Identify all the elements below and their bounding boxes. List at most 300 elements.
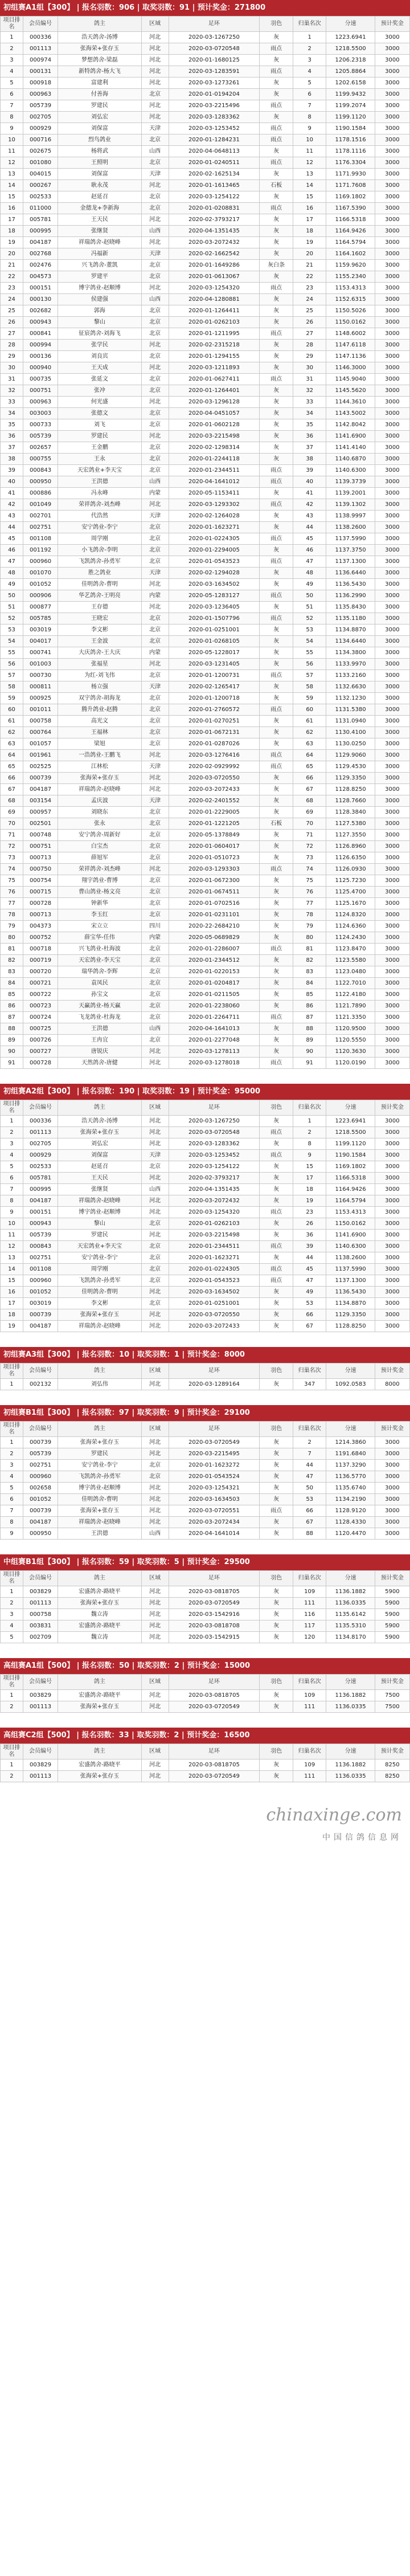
table-cell: 2020-03-2072434	[169, 1517, 260, 1528]
table-cell: 1190.1584	[326, 123, 375, 134]
table-cell: 3000	[375, 1230, 409, 1241]
table-cell: 雨点	[260, 283, 293, 294]
table-cell: 2020-01-0211505	[169, 989, 260, 1001]
table-cell: 灰	[260, 738, 293, 750]
table-cell: 004187	[23, 1517, 58, 1528]
table-cell: 灰	[260, 1379, 293, 1390]
table-cell: 刘晓东	[58, 807, 141, 818]
table-row	[1, 1379, 410, 1390]
table-row	[1, 419, 410, 431]
table-cell: 004015	[23, 169, 58, 180]
table-cell: 1	[1, 32, 23, 43]
table-cell: 000267	[23, 180, 58, 191]
table-cell: 12	[293, 157, 326, 169]
table-row	[1, 248, 410, 260]
table-cell: 005739	[23, 100, 58, 112]
table-cell: 39	[293, 1241, 326, 1252]
table-cell: 雨点	[260, 1012, 293, 1023]
table-cell: 2020-01-0194204	[169, 89, 260, 100]
table-cell: 3000	[375, 454, 409, 465]
table-cell: 69	[293, 807, 326, 818]
table-cell: 灰	[260, 340, 293, 351]
table-cell: 000811	[23, 681, 58, 693]
column-header: 分速	[326, 1422, 375, 1437]
table-cell: 灰	[260, 1483, 293, 1494]
table-cell: 1134.2190	[326, 1494, 375, 1505]
table-row	[1, 351, 410, 362]
table-cell: 1138.2600	[326, 522, 375, 533]
table-cell: 000131	[23, 66, 58, 77]
table-cell: 刘良宾	[58, 351, 141, 362]
column-header: 会员编号	[23, 1675, 58, 1690]
table-cell: 3000	[375, 476, 409, 488]
table-cell: 王洪德	[58, 1528, 141, 1540]
table-row	[1, 271, 410, 283]
table-cell: 2020-03-0818705	[169, 1690, 260, 1701]
table-cell: 山西	[141, 226, 169, 237]
table-cell: 6	[293, 89, 326, 100]
table-cell: 2020-04-0648113	[169, 146, 260, 157]
table-cell: 灰	[260, 932, 293, 944]
table-cell: 灰	[260, 488, 293, 499]
table-cell: 85	[1, 989, 23, 1001]
table-cell: 3000	[375, 955, 409, 966]
table-cell: 004187	[23, 237, 58, 248]
table-cell: 河北	[141, 237, 169, 248]
table-cell: 河北	[141, 1505, 169, 1517]
column-header: 足环	[169, 1363, 260, 1379]
table-row	[1, 1230, 410, 1241]
table-cell: 北京	[141, 1035, 169, 1046]
table-cell: 3000	[375, 875, 409, 887]
table-row	[1, 613, 410, 624]
table-cell: 张永	[58, 818, 141, 830]
table-cell: 1129.3350	[326, 1309, 375, 1321]
table-cell: 河北	[141, 283, 169, 294]
table-cell: 002701	[23, 511, 58, 522]
table-cell: 000841	[23, 328, 58, 340]
table-cell: 2020-02-1294028	[169, 568, 260, 579]
table-cell: 雨点	[260, 43, 293, 55]
table-cell: 3000	[375, 681, 409, 693]
table-cell: 灰	[260, 647, 293, 659]
column-header: 会员编号	[23, 1422, 58, 1437]
column-header: 分速	[326, 1571, 375, 1586]
table-cell: 佳明鸽舍-曹明	[58, 579, 141, 590]
table-row	[1, 1241, 410, 1252]
table-cell: 1145.9040	[326, 374, 375, 385]
table-cell: 000960	[23, 556, 58, 568]
table-cell: 2020-01-1264401	[169, 385, 260, 397]
table-cell: 87	[1, 1012, 23, 1023]
table-cell: 003831	[23, 1620, 58, 1632]
table-cell: 3000	[375, 818, 409, 830]
table-cell: 5	[1, 77, 23, 89]
table-cell: 45	[293, 1264, 326, 1275]
table-cell: 2020-03-0720550	[169, 1309, 260, 1321]
table-cell: 2020-01-0240511	[169, 157, 260, 169]
table-cell: 40	[293, 476, 326, 488]
table-cell: 2020-01-0543524	[169, 1471, 260, 1483]
table-cell: 3000	[375, 898, 409, 909]
table-cell: 37	[1, 442, 23, 454]
table-cell: 000130	[23, 294, 58, 305]
table-cell: 灰	[260, 511, 293, 522]
table-cell: 北京	[141, 1252, 169, 1264]
table-row	[1, 317, 410, 328]
table-row	[1, 100, 410, 112]
table-cell: 34	[293, 408, 326, 419]
table-cell: 河北	[141, 1586, 169, 1598]
table-cell: 3000	[375, 522, 409, 533]
table-row	[1, 488, 410, 499]
table-row	[1, 887, 410, 898]
table-cell: 3000	[375, 887, 409, 898]
table-cell: 王照明	[58, 157, 141, 169]
table-cell: 灰	[260, 1116, 293, 1127]
table-cell: 河北	[141, 1437, 169, 1448]
table-cell: 111	[293, 1598, 326, 1609]
table-cell: 王永	[58, 454, 141, 465]
table-cell: 21	[1, 260, 23, 271]
table-cell: 000727	[23, 1046, 58, 1058]
column-header: 羽色	[260, 1363, 293, 1379]
table-cell: 15	[1, 191, 23, 203]
table-cell: 001052	[23, 1287, 58, 1298]
table-cell: 双宇鸽舍-胡海龙	[58, 693, 141, 704]
table-cell: 1178.1516	[326, 134, 375, 146]
table-cell: 灰	[260, 579, 293, 590]
table-row	[1, 727, 410, 738]
table-cell: 86	[1, 1001, 23, 1012]
table-cell: 宏盛鸽舍-路晓平	[58, 1586, 141, 1598]
table-row	[1, 283, 410, 294]
table-cell: 5900	[375, 1632, 409, 1643]
table-cell: 001052	[23, 579, 58, 590]
column-header: 预计奖金	[375, 1675, 409, 1690]
table-row	[1, 1620, 410, 1632]
table-cell: 3000	[375, 397, 409, 408]
table-cell: 001011	[23, 704, 58, 716]
table-cell: 347	[293, 1379, 326, 1390]
column-header: 分速	[326, 17, 375, 32]
table-cell: 66	[293, 773, 326, 784]
table-row	[1, 214, 410, 226]
table-cell: 张海荣+张存玉	[58, 1309, 141, 1321]
table-cell: 005785	[23, 613, 58, 624]
table-cell: 67	[293, 784, 326, 795]
table-cell: 3000	[375, 32, 409, 43]
table-cell: 67	[293, 1321, 326, 1332]
section-title: 中组赛B1组【300】 | 报名羽数：59 | 取奖羽数：5 | 预计奖金：29500	[0, 1554, 410, 1570]
table-cell: 王天民	[58, 214, 141, 226]
table-cell: 高光文	[58, 716, 141, 727]
table-cell: 李文彬	[58, 1298, 141, 1309]
table-cell: 付善海	[58, 89, 141, 100]
table-cell: 000957	[23, 807, 58, 818]
table-cell: 1164.1602	[326, 248, 375, 260]
table-cell: 雨点	[260, 613, 293, 624]
table-cell: 1131.5380	[326, 704, 375, 716]
table-cell: 2	[1, 1448, 23, 1460]
column-header: 鸽主	[58, 1744, 141, 1759]
table-cell: 000943	[23, 1218, 58, 1230]
table-cell: 王福林	[58, 727, 141, 738]
table-cell: 9	[1, 1528, 23, 1540]
table-cell: 3000	[375, 191, 409, 203]
table-cell: 3000	[375, 431, 409, 442]
table-cell: 1150.5026	[326, 305, 375, 317]
table-cell: 000758	[23, 1609, 58, 1620]
table-cell: 1121.7890	[326, 1001, 375, 1012]
table-cell: 001961	[23, 750, 58, 761]
section-gap	[0, 1643, 410, 1658]
table-cell: 灰	[260, 1321, 293, 1332]
table-cell: 飞凯鸽舍-孙勇军	[58, 1275, 141, 1287]
table-cell: 001108	[23, 533, 58, 545]
table-cell: 000918	[23, 77, 58, 89]
table-cell: 天津	[141, 568, 169, 579]
table-cell: 李文彬	[58, 624, 141, 636]
table-cell: 1166.5318	[326, 214, 375, 226]
table-cell: 22	[1, 271, 23, 283]
table-cell: 1199.1120	[326, 112, 375, 123]
table-cell: 49	[293, 1287, 326, 1298]
table-cell: 北京	[141, 191, 169, 203]
table-cell: 1120.5550	[326, 1035, 375, 1046]
table-cell: 3000	[375, 294, 409, 305]
table-cell: 44	[1, 522, 23, 533]
table-cell: 76	[293, 887, 326, 898]
table-cell: 47	[293, 1471, 326, 1483]
table-cell: 3000	[375, 579, 409, 590]
column-header: 项目排名	[1, 1744, 23, 1759]
table-row	[1, 169, 410, 180]
table-cell: 博宇鸽业-赵顺博	[58, 1207, 141, 1218]
table-cell: 86	[293, 1001, 326, 1012]
table-cell: 42	[293, 499, 326, 511]
table-cell: 河北	[141, 1759, 169, 1771]
table-cell: 17	[1, 214, 23, 226]
table-cell: 11	[1, 1230, 23, 1241]
table-cell: 1136.5430	[326, 579, 375, 590]
table-cell: 53	[293, 1494, 326, 1505]
table-cell: 68	[1, 795, 23, 807]
table-cell: 111	[293, 1771, 326, 1782]
table-cell: 北京	[141, 305, 169, 317]
table-cell: 1136.1882	[326, 1690, 375, 1701]
table-cell: 004573	[23, 271, 58, 283]
table-cell: 张继贤	[58, 1184, 141, 1195]
table-cell: 北京	[141, 545, 169, 556]
column-header: 足环	[169, 1422, 260, 1437]
table-cell: 张海荣+张存玉	[58, 1127, 141, 1138]
table-cell: 000724	[23, 1012, 58, 1023]
table-cell: 3000	[375, 1517, 409, 1528]
table-cell: 1123.5580	[326, 955, 375, 966]
table-cell: 15	[1, 1275, 23, 1287]
table-cell: 005739	[23, 1230, 58, 1241]
table-cell: 005739	[23, 1448, 58, 1460]
table-cell: 雨点	[260, 590, 293, 602]
table-cell: 2020-01-0702516	[169, 898, 260, 909]
table-cell: 3000	[375, 237, 409, 248]
column-header: 区域	[141, 17, 169, 32]
table-cell: 北京	[141, 944, 169, 955]
table-cell: 1164.5794	[326, 237, 375, 248]
table-cell: 雨点	[260, 123, 293, 134]
table-row	[1, 362, 410, 374]
table-cell: 2020-01-1507796	[169, 613, 260, 624]
table-cell: 灰	[260, 1218, 293, 1230]
table-cell: 雨点	[260, 328, 293, 340]
table-cell: 61	[293, 716, 326, 727]
table-cell: 1129.9060	[326, 750, 375, 761]
table-cell: 54	[1, 636, 23, 647]
column-header: 足环	[169, 1100, 260, 1116]
table-cell: 北京	[141, 385, 169, 397]
table-cell: 1140.6300	[326, 465, 375, 476]
table-cell: 灰	[260, 1690, 293, 1701]
table-cell: 3000	[375, 1218, 409, 1230]
table-cell: 002705	[23, 1138, 58, 1150]
table-cell: 灰	[260, 898, 293, 909]
table-cell: 000929	[23, 123, 58, 134]
table-cell: 1141.4140	[326, 442, 375, 454]
results-table	[0, 16, 410, 1069]
table-cell: 57	[293, 670, 326, 681]
table-cell: 3000	[375, 909, 409, 921]
column-header: 会员编号	[23, 1363, 58, 1379]
table-cell: 000713	[23, 852, 58, 864]
table-cell: 烈鸟鸽业	[58, 134, 141, 146]
table-cell: 75	[293, 875, 326, 887]
table-cell: 8250	[375, 1771, 409, 1782]
table-cell: 38	[293, 454, 326, 465]
column-header: 鸽主	[58, 1363, 141, 1379]
table-cell: 002751	[23, 522, 58, 533]
table-cell: 2020-03-1267250	[169, 32, 260, 43]
table-cell: 山西	[141, 294, 169, 305]
table-cell: 001113	[23, 1771, 58, 1782]
table-cell: 1125.1670	[326, 898, 375, 909]
table-cell: 48	[1, 568, 23, 579]
table-cell: 7	[293, 100, 326, 112]
table-cell: 北京	[141, 670, 169, 681]
table-cell: 49	[293, 579, 326, 590]
table-row	[1, 146, 410, 157]
table-cell: 1153.4313	[326, 283, 375, 294]
table-cell: 北京	[141, 875, 169, 887]
table-cell: 000963	[23, 89, 58, 100]
column-header: 羽色	[260, 1675, 293, 1690]
table-cell: 袁凤民	[58, 978, 141, 989]
table-cell: 5900	[375, 1609, 409, 1620]
table-cell: 雨点	[260, 1264, 293, 1275]
table-cell: 000726	[23, 1035, 58, 1046]
table-cell: 000974	[23, 55, 58, 66]
table-row	[1, 932, 410, 944]
table-row	[1, 1264, 410, 1275]
table-cell: 19	[1, 1321, 23, 1332]
table-cell: 5	[1, 1632, 23, 1643]
table-cell: 北京	[141, 727, 169, 738]
table-cell: 10	[1, 1218, 23, 1230]
table-cell: 石板	[260, 818, 293, 830]
table-cell: 58	[1, 681, 23, 693]
table-cell: 黎山	[58, 317, 141, 328]
table-cell: 44	[293, 1460, 326, 1471]
table-cell: 2020-03-1634503	[169, 1494, 260, 1505]
table-cell: 1136.5430	[326, 1287, 375, 1298]
table-cell: 12	[1, 157, 23, 169]
table-cell: 2020-01-1200718	[169, 693, 260, 704]
table-cell: 河北	[141, 1207, 169, 1218]
table-cell: 何光盛	[58, 397, 141, 408]
table-cell: 灰	[260, 214, 293, 226]
table-row	[1, 431, 410, 442]
table-cell: 荣祥鸽舍-刘杰峰	[58, 864, 141, 875]
table-cell: 2020-01-1284231	[169, 134, 260, 146]
section-title: 初组赛A3组【300】 | 报名羽数：10 | 取奖羽数：1 | 预计奖金：8000	[0, 1347, 410, 1363]
table-row	[1, 681, 410, 693]
table-cell: 安宁鸽业-李宁	[58, 522, 141, 533]
table-cell: 000995	[23, 226, 58, 237]
table-row	[1, 374, 410, 385]
table-cell: 河北	[141, 1321, 169, 1332]
table-cell: 雨点	[260, 465, 293, 476]
table-cell: 1120.4470	[326, 1528, 375, 1540]
table-cell: 30	[1, 362, 23, 374]
table-cell: 53	[293, 1298, 326, 1309]
table-cell: 3000	[375, 795, 409, 807]
table-cell: 64	[293, 750, 326, 761]
site-name: 中国信鸽信息网	[322, 1833, 402, 1842]
table-cell: 灰	[260, 1138, 293, 1150]
table-cell: 河北	[141, 773, 169, 784]
table-cell: 1148.6002	[326, 328, 375, 340]
table-row	[1, 1309, 410, 1321]
table-cell: 河北	[141, 1701, 169, 1713]
table-cell: 雨点	[260, 1505, 293, 1517]
table-cell: 金德龙+李新海	[58, 203, 141, 214]
table-cell: 43	[1, 511, 23, 522]
table-cell: 翔宇鸽业-曹博	[58, 875, 141, 887]
table-cell: 灰	[260, 852, 293, 864]
table-cell: 29	[293, 351, 326, 362]
table-cell: 河北	[141, 659, 169, 670]
table-cell: 1205.8864	[326, 66, 375, 77]
table-cell: 刘保富	[58, 169, 141, 180]
table-cell: 佳明鸽舍-曹明	[58, 1287, 141, 1298]
table-cell: 雨点	[260, 556, 293, 568]
table-cell: 2020-03-0720548	[169, 43, 260, 55]
table-cell: 冯福新	[58, 248, 141, 260]
table-row	[1, 397, 410, 408]
table-row	[1, 1437, 410, 1448]
site-logo: chinaxinge.com	[266, 1805, 402, 1825]
table-cell: 66	[293, 1309, 326, 1321]
table-cell: 雨点	[260, 670, 293, 681]
table-cell: 钟新华	[58, 898, 141, 909]
table-cell: 1141.6900	[326, 1230, 375, 1241]
table-cell: 2020-01-1200731	[169, 670, 260, 681]
table-cell: 灰	[260, 1460, 293, 1471]
column-header: 羽色	[260, 1744, 293, 1759]
table-cell: 55	[293, 647, 326, 659]
table-cell: 1150.0162	[326, 1218, 375, 1230]
table-cell: 2020-03-1253452	[169, 1150, 260, 1161]
